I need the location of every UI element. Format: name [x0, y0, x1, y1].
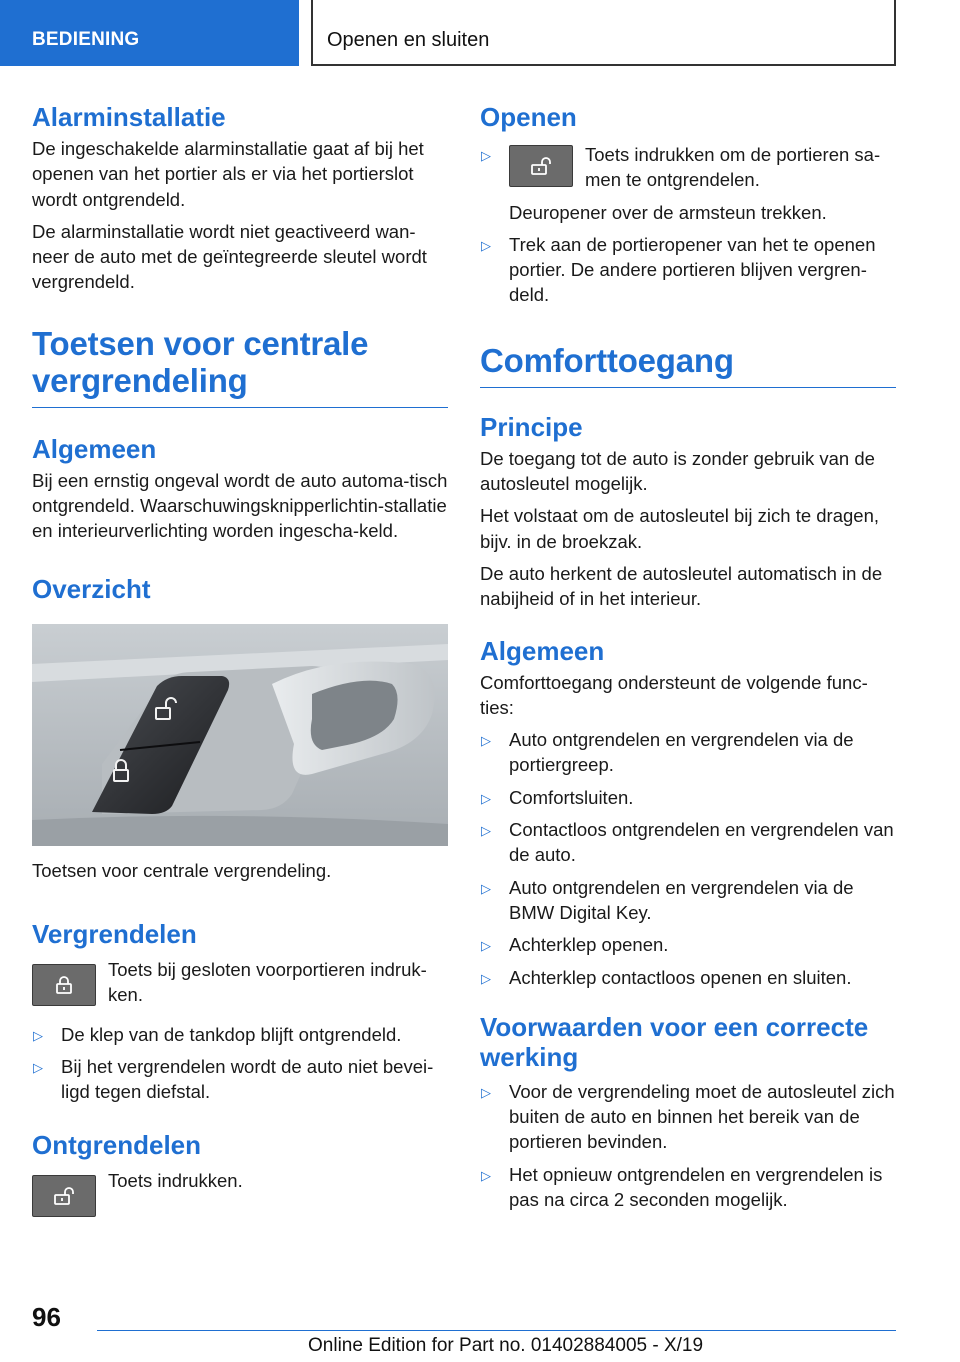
ontgrendelen-text: Toets indrukken.: [108, 1170, 243, 1192]
footer-divider: [97, 1330, 896, 1331]
heading-ontgrendelen: Ontgrendelen: [32, 1130, 202, 1161]
triangle-right-icon: ▷: [481, 1167, 491, 1183]
principe-paragraph-2: Het volstaat om de autosleutel bij zich te dragen, bijv. in de broekzak.: [480, 505, 880, 552]
algemeen-paragraph-right: Comforttoegang ondersteunt de volgende func-ties:: [480, 671, 868, 718]
heading-vergrendelen: Vergrendelen: [32, 918, 197, 949]
door-lock-buttons-photo: [32, 624, 448, 846]
heading-toetsen-centrale-vergrendeling: Toetsen voor centrale vergrendeling: [32, 325, 448, 408]
heading-principe: Principe: [480, 411, 583, 442]
openen-item-1-subtext: Deuropener over de armsteun trekken.: [509, 201, 827, 223]
footer-edition: Online Edition for Part no. 01402884005 - X/19: [308, 1335, 704, 1356]
triangle-right-icon: ▷: [481, 733, 491, 749]
heading-algemeen-right: Algemeen: [480, 635, 605, 666]
vergrendelen-row: [32, 957, 448, 1008]
heading-overzicht: Overzicht: [32, 573, 151, 604]
openen-item-1-text: Toets indrukken om de portieren sa-men te ontgrendelen.: [585, 144, 881, 191]
heading-alarminstallatie: Alarminstallatie: [32, 102, 226, 132]
list-item: ▷ Achterklep openen.: [480, 932, 896, 957]
triangle-right-icon: ▷: [481, 1084, 491, 1100]
lock-closed-icon: [32, 964, 96, 1006]
section-tab: BEDIENING: [0, 0, 299, 66]
triangle-right-icon: ▷: [481, 938, 491, 954]
list-item: ▷ Trek aan de portieropener van het te openen portier. De andere portieren blijven vergren-deld.: [481, 233, 876, 306]
page-number: 96: [32, 1302, 61, 1332]
list-item: ▷ De klep van de tankdop blijft ontgrendeld.: [32, 1022, 448, 1047]
alarm-paragraph-2: De alarminstallatie wordt niet geactiveerd wan-neer de auto met de geïntegreerde sleutel wordt vergrendeld.: [32, 220, 427, 293]
list-item: ▷ Achterklep contactloos openen en sluiten.: [480, 965, 896, 990]
triangle-right-icon: ▷: [481, 880, 491, 896]
comfort-feature-list: [480, 727, 896, 990]
voorwaarden-bullet-list: [480, 1079, 896, 1212]
ontgrendelen-row: [32, 1168, 448, 1218]
list-item: ▷ Bij het vergrendelen wordt de auto niet bevei-ligd tegen diefstal.: [33, 1055, 434, 1103]
chapter-title: Openen en sluiten: [311, 0, 896, 66]
list-item: ▷ Contactloos ontgrendelen en vergrendelen van de auto.: [481, 819, 894, 866]
triangle-right-icon: ▷: [33, 1059, 43, 1075]
vergrendelen-text: Toets bij gesloten voorportieren indruk-ken.: [108, 958, 427, 1006]
list-item: ▷ Comfortsluiten.: [480, 785, 896, 810]
triangle-right-icon: ▷: [481, 148, 491, 163]
triangle-right-icon: ▷: [481, 823, 491, 839]
list-item: ▷ Auto ontgrendelen en vergrendelen via de BMW Digital Key.: [481, 876, 854, 923]
heading-algemeen-left: Algemeen: [32, 433, 157, 464]
photo-caption: Toetsen voor centrale vergrendeling.: [32, 859, 332, 881]
triangle-right-icon: ▷: [481, 790, 491, 806]
list-item: ▷ Het opnieuw ontgrendelen en vergrendelen is pas na circa 2 seconden mogelijk.: [481, 1163, 883, 1211]
right-column: [480, 102, 896, 1212]
triangle-right-icon: ▷: [33, 1027, 43, 1043]
list-item: ▷ Auto ontgrendelen en vergrendelen via de portiergreep.: [481, 729, 854, 776]
algemeen-paragraph-left: Bij een ernstig ongeval wordt de auto automa-tisch ontgrendeld. Waarschuwingsknipperlichtin-stallatie en interieurverlichting worden ingescha-keld.: [32, 469, 448, 542]
principe-paragraph-3: De auto herkent de autosleutel automatisch in de nabijheid of in het interieur.: [480, 562, 883, 610]
triangle-right-icon: ▷: [481, 970, 491, 986]
vergrendelen-bullet-list: [32, 1022, 448, 1105]
lock-open-icon: [32, 1175, 96, 1217]
left-column: [32, 102, 448, 1218]
principe-paragraph-1: De toegang tot de auto is zonder gebruik van de autosleutel mogelijk.: [480, 447, 875, 495]
heading-openen: Openen: [480, 102, 577, 132]
openen-bullet-list: [480, 232, 896, 308]
alarm-paragraph-1: De ingeschakelde alarminstallatie gaat af bij het openen van het portier als er via het portierslot wordt ontgrendeld.: [32, 138, 424, 210]
heading-comforttoegang: Comforttoegang: [480, 342, 896, 388]
lock-open-icon: [509, 145, 573, 187]
openen-item-1: [480, 142, 896, 225]
triangle-right-icon: ▷: [481, 237, 491, 253]
heading-voorwaarden: Voorwaarden voor een correcte werking: [480, 1011, 869, 1072]
list-item: ▷ Voor de vergrendeling moet de autosleutel zich buiten de auto en binnen het bereik van de portieren bevinden.: [481, 1080, 895, 1153]
openen-unlock-row: [509, 142, 896, 193]
